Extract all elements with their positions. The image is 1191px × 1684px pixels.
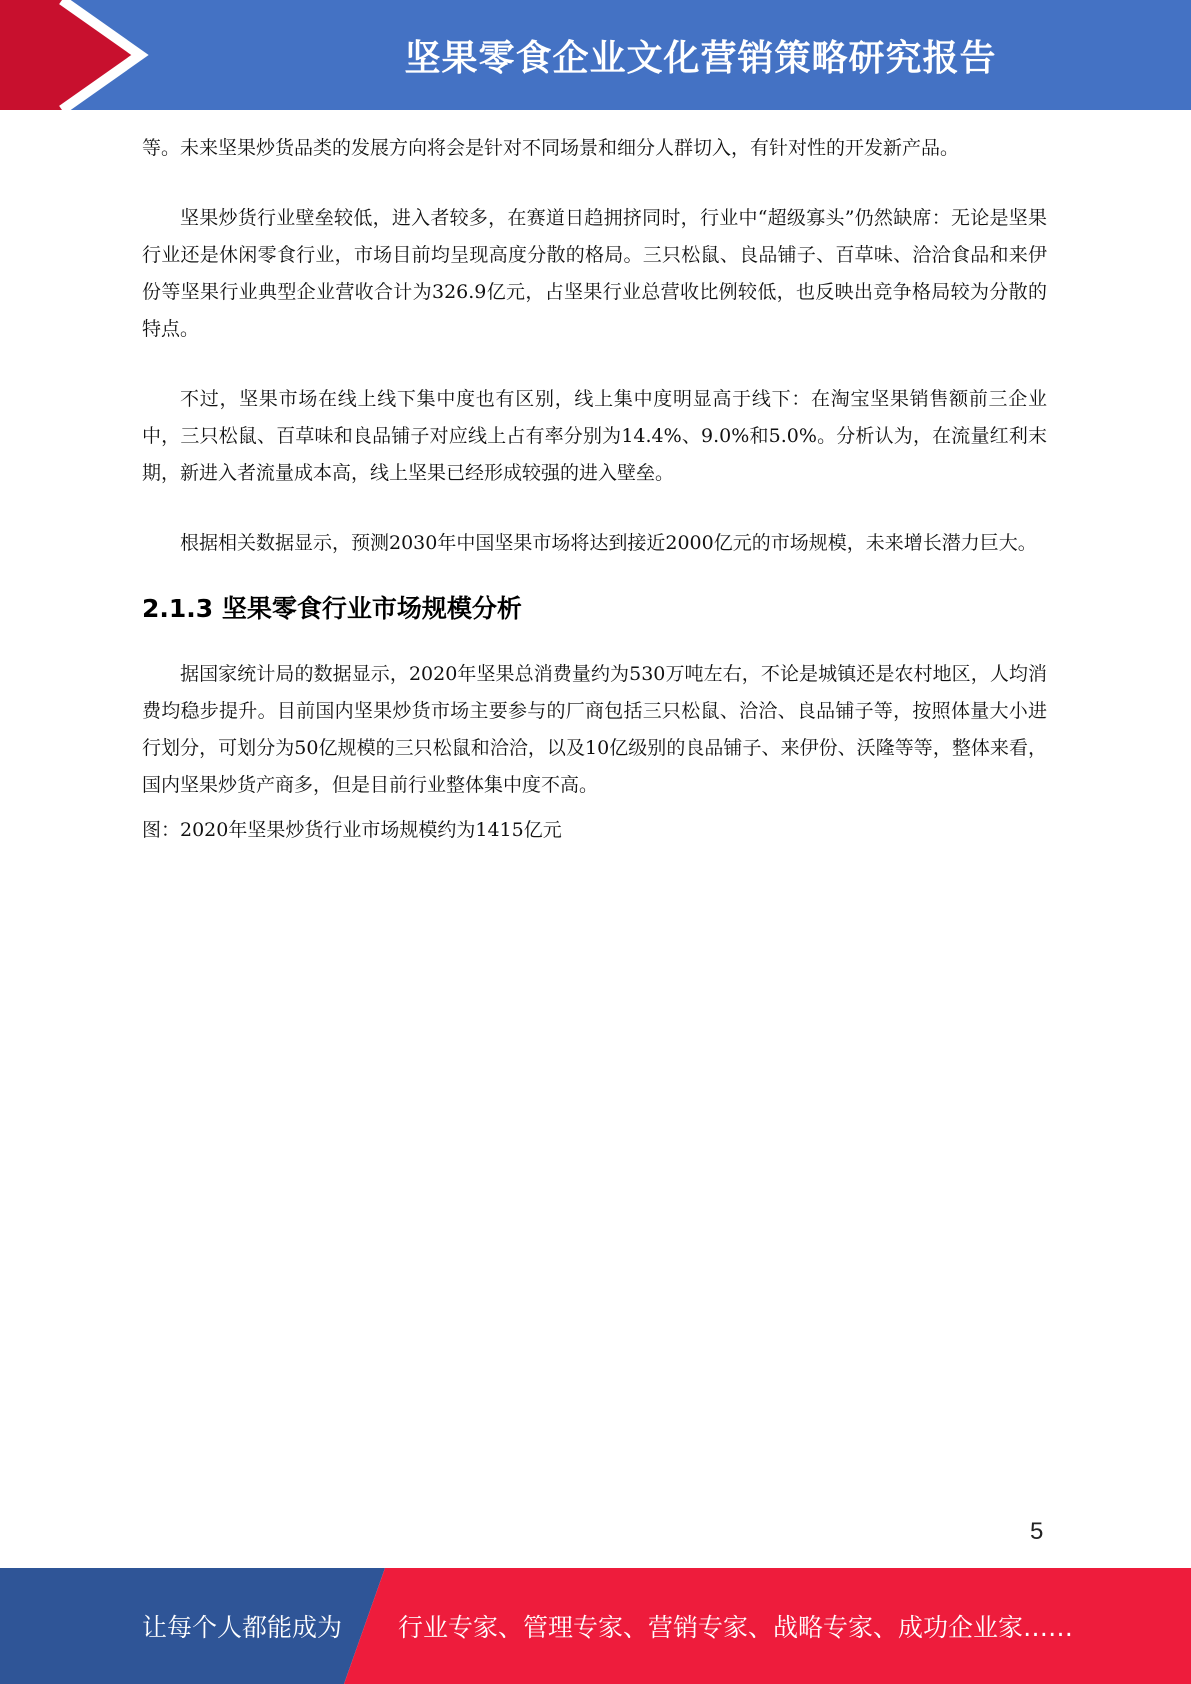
figure-caption: 图：2020年坚果炒货行业市场规模约为1415亿元 (142, 819, 562, 841)
paragraph-industry-barriers: 坚果炒货行业壁垒较低，进入者较多，在赛道日趋拥挤同时，行业中“超级寡头”仍然缺席：无论是坚果行业还是休闲零食行业，市场目前均呈现高度分散的格局。三只松鼠、良品铺子、百草味、洽洽食品和来伊份等坚果行业典型企业营收合计为326.9亿元，占坚果行业总营收比例较低，也反映出竞争格局较为分散的特点。 (142, 207, 1047, 340)
page-header (0, 0, 1191, 110)
paragraph-market-forecast: 根据相关数据显示，预测2030年中国坚果市场将达到接近2000亿元的市场规模，未来增长潜力巨大。 (180, 532, 1037, 554)
page-footer (0, 1568, 1191, 1684)
footer-roles: 行业专家、管理专家、营销专家、战略专家、成功企业家…… (398, 1613, 1074, 1642)
header-arrow-decoration (0, 0, 160, 110)
footer-slogan: 让每个人都能成为 (142, 1613, 343, 1642)
report-title: 坚果零食企业文化营销策略研究报告 (404, 37, 997, 79)
header-arrow-red (0, 0, 140, 110)
paragraph-market-size: 据国家统计局的数据显示，2020年坚果总消费量约为530万吨左右，不论是城镇还是农村地区，人均消费均稳步提升。目前国内坚果炒货市场主要参与的厂商包括三只松鼠、洽洽、良品铺子等，按照体量大小进行划分，可划分为50亿规模的三只松鼠和洽洽，以及10亿级别的良品铺子、来伊份、沃隆等等，整体来看，国内坚果炒货产商多，但是目前行业整体集中度不高。 (142, 663, 1047, 796)
document-body (142, 130, 1047, 849)
page-number: 5 (1030, 1518, 1044, 1545)
section-heading: 2.1.3 坚果零食行业市场规模分析 (142, 594, 522, 623)
paragraph-continuation: 等。未来坚果炒货品类的发展方向将会是针对不同场景和细分人群切入，有针对性的开发新产品。 (142, 137, 960, 159)
paragraph-online-concentration: 不过，坚果市场在线上线下集中度也有区别，线上集中度明显高于线下：在淘宝坚果销售额前三企业中，三只松鼠、百草味和良品铺子对应线上占有率分别为14.4%、9.0%和5.0%。分析认为，在流量红利末期，新进入者流量成本高，线上坚果已经形成较强的进入壁垒。 (142, 388, 1047, 484)
